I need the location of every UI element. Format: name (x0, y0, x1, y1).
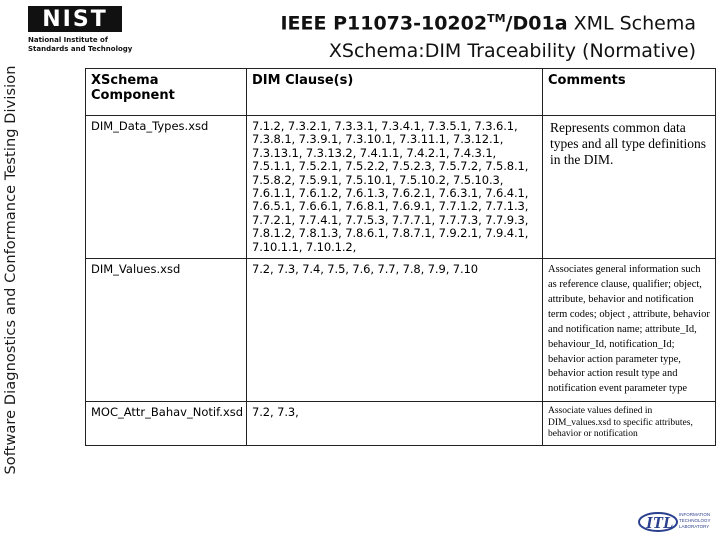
sidebar (0, 0, 22, 540)
row-component: DIM_Values.xsd (86, 259, 247, 402)
itl-logo-text2: TECHNOLOGY (679, 518, 711, 523)
title-rest: XML Schema (567, 12, 696, 35)
table-row (86, 402, 716, 446)
page-title-line2: XSchema:DIM Traceability (Normative) (328, 40, 696, 62)
page-title-line1 (280, 12, 696, 34)
table-row (86, 259, 716, 402)
table-row (86, 116, 716, 259)
itl-logo (638, 506, 712, 536)
header-clauses: DIM Clause(s) (247, 69, 543, 116)
row-clauses: 7.1.2, 7.3.2.1, 7.3.3.1, 7.3.4.1, 7.3.5.1, 7.3.6.1, 7.3.8.1, 7.3.9.1, 7.3.10.1, 7.3.11.1, 7.3.12.1, 7.3.13.1, 7.3.13.2, 7.4.1.1, 7.4.2.1, 7.4.3.1, 7.5.1.1, 7.5.2.1, 7.5.2.2, 7.5.2.3, 7.5.7.2, 7.5.8.1, 7.5.8.2, 7.5.9.1, 7.5.10.1, 7.5.10.2, 7.5.10.3, 7.6.1.1, 7.6.1.2, 7.6.1.3, 7.6.2.1, 7.6.3.1, 7.6.4.1, 7.6.5.1, 7.6.6.1, 7.6.8.1, 7.6.9.1, 7.7.1.2, 7.7.1.3, 7.7.2.1, 7.7.4.1, 7.7.5.3, 7.7.7.1, 7.7.7.3, 7.7.9.3, 7.8.1.2, 7.8.1.3, 7.8.6.1, 7.8.7.1, 7.9.2.1, 7.9.4.1, 7.10.1.1, 7.10.1.2, (247, 116, 543, 259)
nist-logo (26, 6, 133, 56)
title-standard: IEEE P11073-10202 (280, 12, 488, 35)
traceability-table (85, 68, 716, 446)
title-draft: /D01a (505, 12, 568, 35)
header-comments: Comments (543, 69, 716, 116)
row-clauses: 7.2, 7.3, 7.4, 7.5, 7.6, 7.7, 7.8, 7.9, 7.10 (247, 259, 543, 402)
header-component: XSchema Component (86, 69, 247, 116)
itl-logo-text3: LABORATORY (679, 524, 710, 529)
itl-logo-mark: ITL (646, 513, 674, 532)
nist-logo-line1: National Institute of (28, 36, 108, 44)
row-component: DIM_Data_Types.xsd (86, 116, 247, 259)
row-comment: Associates general information such as reference clause, qualifier; object, attribute, behavior and notification term codes; object , attribute, behavior and notification name; attribute_Id, behaviour_Id, notification_Id; behavior action parameter type, behavior action result type and notification event parameter type (543, 259, 716, 402)
row-comment: Represents common data types and all type definitions in the DIM. (543, 116, 716, 259)
itl-logo-text1: INFORMATION (679, 512, 711, 517)
row-clauses: 7.2, 7.3, (247, 402, 543, 446)
row-comment: Associate values defined in DIM_values.xsd to specific attributes, behavior or notification (543, 402, 716, 446)
table-header-row (86, 69, 716, 116)
nist-logo-letters: NIST (42, 7, 108, 32)
title-trademark: TM (487, 12, 506, 25)
row-component: MOC_Attr_Bahav_Notif.xsd (86, 402, 247, 446)
nist-logo-line2: Standards and Technology (28, 45, 133, 53)
division-label: Software Diagnostics and Conformance Testing Division (3, 65, 19, 475)
